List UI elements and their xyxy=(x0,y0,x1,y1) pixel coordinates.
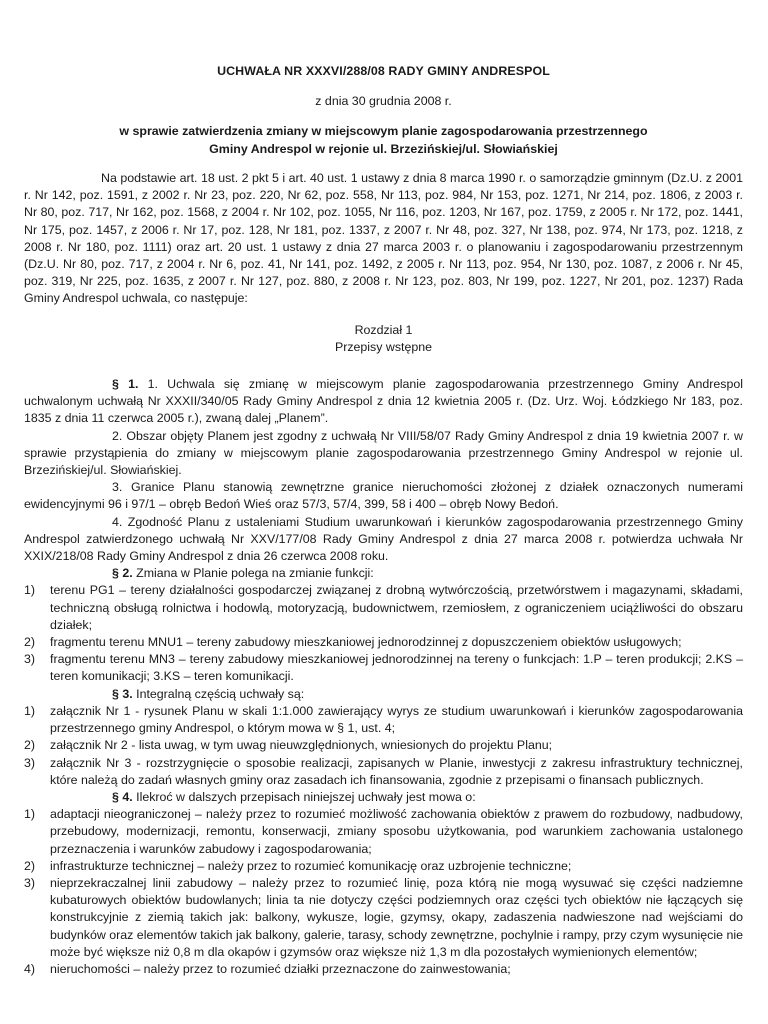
list-item xyxy=(24,582,743,634)
list-item xyxy=(24,858,743,875)
list-item-number: 2) xyxy=(24,858,36,873)
list-item xyxy=(24,651,743,685)
list-item xyxy=(24,755,743,789)
section-1-label: § 1. xyxy=(112,377,139,392)
list-item-number: 1) xyxy=(24,807,36,822)
section-4-intro-text: Ilekroć w dalszych przepisach niniejszej uchwały jest mowa o: xyxy=(136,789,476,804)
list-item xyxy=(24,703,743,737)
list-item-text: nieprzekraczalnej linii zabudowy – należy przez to rozumieć linię, poza którą nie mogą wysuwać się części nadziemne kubaturowych obiektów budowlanych; linia ta nie dotyczy części podziemnych oraz części tych obiektów nie łączących się konstrukcyjnie z ziemią takich jak: balkony, wykusze, logie, gzymsy, okapy, zadaszenia nadwieszone nad wejściami do budynków oraz elementów takich jak balkony, galerie, tarasy, schody zewnętrzne, pochylnie i rampy, przy czym wysunięcie nie może być większe niż 0,8 m dla okapów i gzymsów oraz większe niż 1,3 m dla pozostałych wymienionych elementów; xyxy=(50,875,743,959)
resolution-subject xyxy=(24,122,743,158)
chapter-heading xyxy=(24,322,743,356)
list-item-number: 3) xyxy=(24,755,36,770)
list-item-text: terenu PG1 – tereny działalności gospodarczej związanej z drobną wytwórczością, przetwórstwem i magazynami, składami, techniczną obsługą rolnictwa i hodowlą, motoryzacją, budownictwem, rzemiosłem, z ograniczeniem uciążliwości do obszaru działek; xyxy=(50,583,743,632)
list-item-number: 3) xyxy=(24,875,36,890)
list-item-text: fragmentu terenu MNU1 – tereny zabudowy mieszkaniowej jednorodzinnej z dopuszczeniem obiektów usługowych; xyxy=(50,635,682,650)
section-4-label: § 4. xyxy=(112,789,133,804)
list-item-number: 1) xyxy=(24,583,36,598)
section-4-intro xyxy=(24,789,743,806)
section-1-paragraph-1 xyxy=(24,376,743,428)
section-1-paragraph-2: 2. Obszar objęty Planem jest zgodny z uchwałą Nr VIII/58/07 Rady Gminy Andrespol z dnia 19 kwietnia 2007 r. w sprawie przystąpienia do zmiany w miejscowym planie zagospodarowania przestrzennego Gminy Andrespol w rejonie ul. Brzezińskiej/ul. Słowiańskiej. xyxy=(24,428,743,478)
section-2-list xyxy=(24,582,743,685)
list-item xyxy=(24,806,743,858)
list-item-text: załącznik Nr 1 - rysunek Planu w skali 1:1.000 zawierający wyrys ze studium uwarunkowań i kierunków zagospodarowania przestrzennego gminy Andrespol, o którym mowa w § 1, ust. 4; xyxy=(50,703,743,736)
section-2-intro-text: Zmiana w Planie polega na zmianie funkcji: xyxy=(136,566,374,581)
subject-line-1: w sprawie zatwierdzenia zmiany w miejscowym planie zagospodarowania przestrzennego xyxy=(119,124,648,138)
chapter-number: Rozdział 1 xyxy=(354,322,413,337)
list-item-number: 2) xyxy=(24,738,36,753)
section-2-intro xyxy=(24,565,743,582)
list-item-number: 1) xyxy=(24,703,36,718)
list-item-text: fragmentu terenu MN3 – tereny zabudowy mieszkaniowej jednorodzinnej na tereny o funkcjach: 1.P – teren produkcji; 2.KS – teren komunikacji; 3.KS – teren komunikacji. xyxy=(50,652,743,684)
list-item-number: 2) xyxy=(24,635,36,650)
section-3-intro xyxy=(24,686,743,703)
list-item-text: załącznik Nr 3 - rozstrzygnięcie o sposobie realizacji, zapisanych w Planie, inwestycji z zakresu infrastruktury technicznej, które należą do zadań własnych gminy oraz zasadach ich finansowania, zgodnie z przepisami o finansach publicznych. xyxy=(50,755,743,787)
section-4-list xyxy=(24,806,743,978)
section-1-paragraph-4: 4. Zgodność Planu z ustaleniami Studium uwarunkowań i kierunków zagospodarowania przestrzennego Gminy Andrespol zatwierdzonego uchwałą Nr XXV/177/08 Rady Gminy Andrespol z dnia 27 marca 2008 r. potwierdza uchwała Nr XXIX/218/08 Rady Gminy Andrespol z dnia 26 czerwca 2008 roku. xyxy=(24,514,743,564)
list-item-text: infrastrukturze technicznej – należy przez to rozumieć komunikację oraz uzbrojenie techniczne; xyxy=(50,858,572,873)
list-item-text: adaptacji nieograniczonej – należy przez to rozumieć możliwość zachowania obiektów z prawem do rozbudowy, nadbudowy, przebudowy, modernizacji, remontu, konserwacji, zmiany sposobu użytkowania, pod warunkiem zachowania ustalonego przeznaczenia i warunków zabudowy i zagospodarowania; xyxy=(50,807,743,856)
list-item-text: załącznik Nr 2 - lista uwag, w tym uwag nieuwzględnionych, wniesionych do projektu Planu; xyxy=(50,738,553,753)
resolution-date: z dnia 30 grudnia 2008 r. xyxy=(315,94,452,108)
preamble: Na podstawie art. 18 ust. 2 pkt 5 i art. 40 ust. 1 ustawy z dnia 8 marca 1990 r. o samorządzie gminnym (Dz.U. z 2001 r. Nr 142, poz. 1591, z 2002 r. Nr 23, poz. 220, Nr 62, poz. 558, Nr 113, poz. 984, Nr 153, poz. 1271, Nr 214, poz. 1806, z 2003 r. Nr 80, poz. 717, Nr 162, poz. 1568, z 2004 r. Nr 102, poz. 1055, Nr 116, poz. 1203, Nr 167, poz. 1759, z 2005 r. Nr 172, poz. 1441, Nr 175, poz. 1457, z 2006 r. Nr 17, poz. 128, Nr 181, poz. 1337, z 2007 r. Nr 48, poz. 327, Nr 138, poz. 974, Nr 173, poz. 1218, z 2008 r. Nr 180, poz. 1111) oraz art. 20 ust. 1 ustawy z dnia 27 marca 2003 r. o planowaniu i zagospodarowaniu przestrzennym (Dz.U. Nr 80, poz. 717, z 2004 r. Nr 6, poz. 41, Nr 141, poz. 1492, z 2005 r. Nr 113, poz. 954, Nr 130, poz. 1087, z 2006 r. Nr 45, poz. 319, Nr 225, poz. 1635, z 2007 r. Nr 127, poz. 880, z 2008 r. Nr 123, poz. 803, Nr 199, poz. 1227, Nr 201, poz. 1237) Rada Gminy Andrespol uchwala, co następuje: xyxy=(24,171,743,306)
list-item xyxy=(24,737,743,754)
list-item xyxy=(24,961,743,978)
list-item-number: 3) xyxy=(24,652,36,667)
section-1-text-1: 1. Uchwala się zmianę w miejscowym planie zagospodarowania przestrzennego Gminy Andrespol uchwalonym uchwałą Nr XXXII/340/05 Rady Gminy Andrespol z dnia 12 kwietnia 2005 r. (Dz. Urz. Woj. Łódzkiego Nr 183, poz. 1835 z dnia 11 czerwca 2005 r.), zwaną dalej „Planem”. xyxy=(24,377,743,426)
subject-line-2: Gminy Andrespol w rejonie ul. Brzezińskiej/ul. Słowiańskiej xyxy=(209,142,558,156)
list-item xyxy=(24,875,743,961)
section-3-label: § 3. xyxy=(112,686,133,701)
list-item xyxy=(24,634,743,651)
chapter-title: Przepisy wstępne xyxy=(334,339,433,354)
list-item-text: nieruchomości – należy przez to rozumieć działki przeznaczone do zainwestowania; xyxy=(50,961,511,976)
resolution-title: UCHWAŁA NR XXXVI/288/08 RADY GMINY ANDRESPOL xyxy=(217,64,550,78)
section-1-paragraph-3: 3. Granice Planu stanowią zewnętrzne granice nieruchomości złożonej z działek oznaczonych numerami ewidencyjnymi 96 i 97/1 – obręb Bedoń Wieś oraz 57/3, 57/4, 399, 58 i 400 – obręb Nowy Bedoń. xyxy=(24,480,743,512)
section-2-label: § 2. xyxy=(112,566,133,581)
list-item-number: 4) xyxy=(24,961,36,976)
section-3-list xyxy=(24,703,743,789)
section-3-intro-text: Integralną częścią uchwały są: xyxy=(136,686,305,701)
